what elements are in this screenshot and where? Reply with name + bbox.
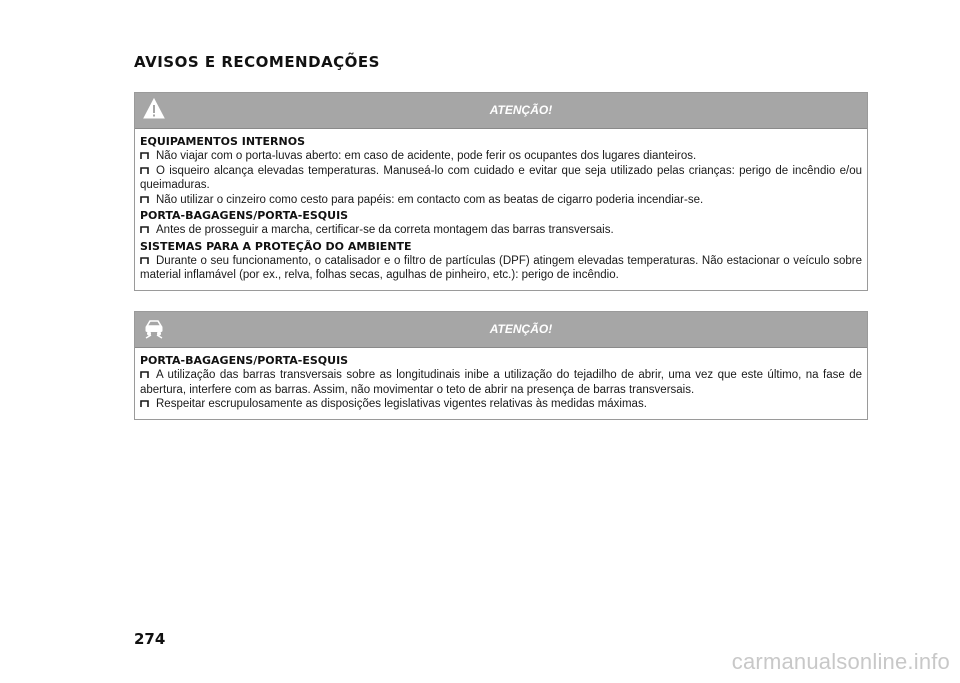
warning-title: ATENÇÃO! xyxy=(489,103,553,117)
warning-title: ATENÇÃO! xyxy=(489,322,553,336)
subheading: EQUIPAMENTOS INTERNOS xyxy=(140,135,305,148)
bullet-item: O isqueiro alcança elevadas temperaturas. Manuseá-lo com cuidado e evitar que seja utilizado pelas crianças: perigo de incêndio e/ou queimaduras. xyxy=(140,164,862,191)
subheading: PORTA-BAGAGENS/PORTA-ESQUIS xyxy=(140,354,349,367)
bullet-marker-icon xyxy=(140,151,150,160)
bullet-item: Respeitar escrupulosamente as disposições legislativas vigentes relativas às medidas máximas. xyxy=(140,397,862,412)
watermark: carmanualsonline.info xyxy=(731,649,950,674)
subheading: PORTA-BAGAGENS/PORTA-ESQUIS xyxy=(140,209,349,222)
page-number: 274 xyxy=(134,630,166,648)
bullet-item: Não utilizar o cinzeiro como cesto para papéis: em contacto com as beatas de cigarro poderia incendiar-se. xyxy=(140,193,862,208)
warning-box-1 xyxy=(134,92,868,291)
bullet-marker-icon xyxy=(140,399,150,408)
subheading: SISTEMAS PARA A PROTEÇÃO DO AMBIENTE xyxy=(140,239,412,253)
bullet-marker-icon xyxy=(140,256,150,265)
bullet-marker-icon xyxy=(140,166,150,175)
section-title: AVISOS E RECOMENDAÇÕES xyxy=(134,53,380,71)
warning-box-header xyxy=(135,312,867,348)
warning-box-header xyxy=(135,93,867,129)
bullet-item: Não viajar com o porta-luvas aberto: em caso de acidente, pode ferir os ocupantes dos lugares dianteiros. xyxy=(140,149,862,164)
bullet-item: Durante o seu funcionamento, o catalisador e o filtro de partículas (DPF) atingem elevadas temperaturas. Não estacionar o veículo sobre material inflamável (por ex., relva, folhas secas, agulhas de pinheiro, etc.): perigo de incêndio. xyxy=(140,254,862,281)
bullet-marker-icon xyxy=(140,225,150,234)
warning-box-2 xyxy=(134,311,868,420)
bullet-item: Antes de prosseguir a marcha, certificar-se da correta montagem das barras transversais. xyxy=(140,223,862,238)
bullet-marker-icon xyxy=(140,195,150,204)
bullet-item: A utilização das barras transversais sobre as longitudinais inibe a utilização do tejadilho de abrir, uma vez que este último, na fase de abertura, interfere com as barras. Assim, não movimentar o teto de abrir na presença de barras transversais. xyxy=(140,369,862,396)
bullet-marker-icon xyxy=(140,370,150,379)
